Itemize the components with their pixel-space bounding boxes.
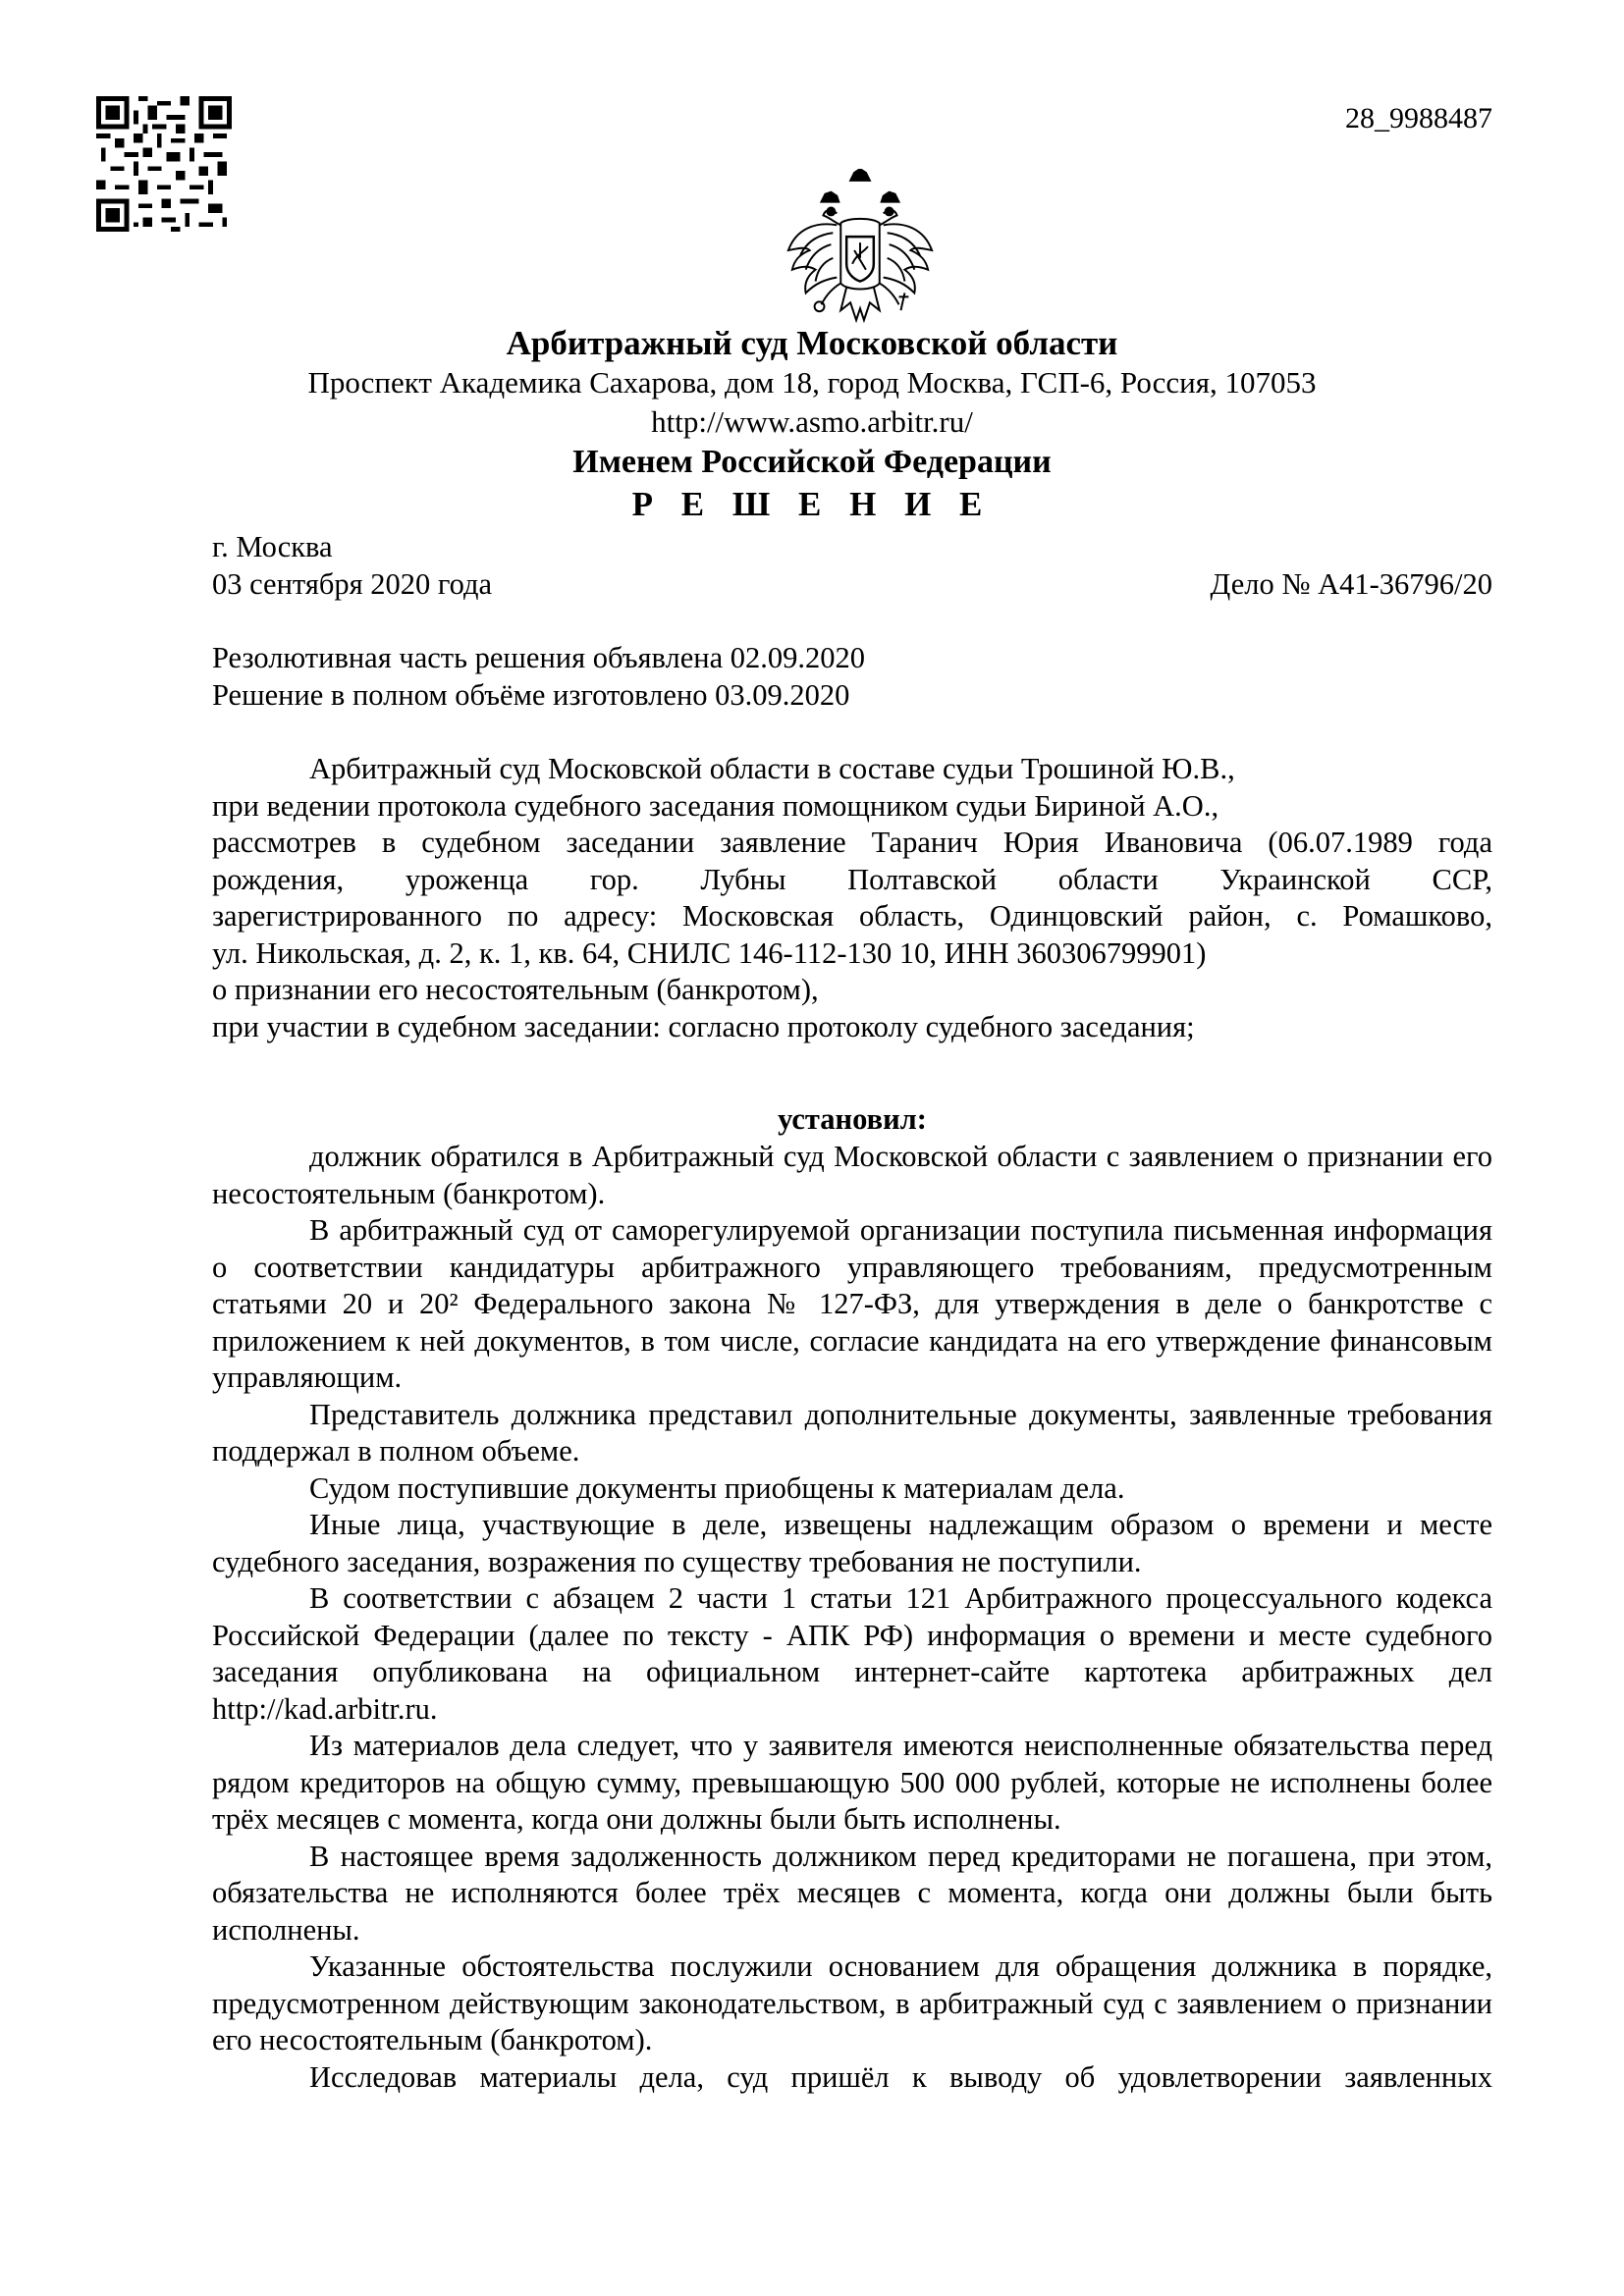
established-heading: установил: xyxy=(778,1102,927,1136)
decision-body xyxy=(212,1139,1492,2096)
decision-date: 03 сентября 2020 года xyxy=(212,566,493,601)
full-text-date: Решение в полном объёме изготовлено 03.09.2020 xyxy=(212,677,850,712)
intro-line: при ведении протокола судебного заседания помощником судьи Бириной А.О., xyxy=(212,788,1219,823)
body-paragraph: Иные лица, участвующие в деле, извещены надлежащим образом о времени и месте судебного заседания, возражения по существу требования не поступили. xyxy=(212,1508,1492,1578)
date-case-row xyxy=(212,566,1492,604)
body-paragraph: В соответствии с абзацем 2 части 1 статьи 121 Арбитражного процессуального кодекса Российской Федерации (далее по тексту - АПК РФ) информация о времени и месте судебного заседания опубликована на официальном интернет-сайте картотека арбитражных дел http://kad.arbitr.ru. xyxy=(212,1581,1492,1726)
body-paragraph: Указанные обстоятельства послужили основанием для обращения должника в порядке, предусмотренном действующим законодательством, в арбитражный суд с заявлением о признании его несостоятельным (банкротом). xyxy=(212,1949,1492,2056)
intro-line: рождения, уроженца гор. Лубны Полтавской области Украинской ССР, xyxy=(212,862,1492,896)
body-paragraph: Из материалов дела следует, что у заявителя имеются неисполненные обязательства перед рядом кредиторов на общую сумму, превышающую 500 000 рублей, которые не исполнены более трёх месяцев с момента, когда они должны были быть исполнены. xyxy=(212,1729,1492,1836)
operative-part-date: Резолютивная часть решения объявлена 02.09.2020 xyxy=(212,641,866,674)
body-paragraph: Исследовав материалы дела, суд пришёл к выводу об удовлетворении заявленных xyxy=(309,2059,1492,2094)
intro-line: Арбитражный суд Московской области в составе судьи Трошиной Ю.В., xyxy=(309,752,1235,785)
case-number: Дело № А41-36796/20 xyxy=(1210,566,1492,601)
city: г. Москва xyxy=(212,530,333,563)
court-address: Проспект Академика Сахарова, дом 18, город Москва, ГСП-6, Россия, 107053 xyxy=(307,365,1317,400)
intro-line: зарегистрированного по адресу: Московская область, Одинцовский район, с. Ромашково, xyxy=(212,899,1492,933)
place-date-block xyxy=(212,529,1492,603)
body-paragraph: В арбитражный суд от саморегулируемой организации поступила письменная информация о соответствии кандидатуры арбитражного управляющего требованиям, предусмотренным статьями 20 и 20² Федерального закона № 127-ФЗ, для утверждения в деле о банкротстве с приложением к ней документов, в том числе, согласие кандидата на его утверждение финансовым управляющим. xyxy=(212,1213,1492,1394)
qr-code-icon xyxy=(96,96,232,232)
intro-line: при участии в судебном заседании: согласно протоколу судебного заседания; xyxy=(212,1009,1195,1043)
in-name-of-federation: Именем Российской Федерации xyxy=(572,444,1052,480)
intro-block xyxy=(212,751,1492,1045)
document-title: Р Е Ш Е Н И Е xyxy=(631,485,993,523)
intro-line: рассмотрев в судебном заседании заявление Таранич Юрия Ивановича (06.07.1989 года xyxy=(212,826,1492,859)
court-name: Арбитражный суд Московской области xyxy=(506,324,1118,362)
body-paragraph: Судом поступившие документы приобщены к материалам дела. xyxy=(309,1470,1125,1505)
body-paragraph: Представитель должника представил дополнительные документы, заявленные требования поддержал в полном объеме. xyxy=(212,1397,1492,1468)
body-paragraph: должник обратился в Арбитражный суд Московской области с заявлением о признании его несостоятельным (банкротом). xyxy=(212,1140,1492,1210)
body-paragraph: В настоящее время задолженность должником перед кредиторами не погашена, при этом, обязательства не исполняются более трёх месяцев с момента, когда они должны были быть исполнены. xyxy=(212,1839,1492,1947)
coat-of-arms-icon xyxy=(783,169,938,330)
document-id: 28_9988487 xyxy=(1345,102,1492,134)
intro-line: о признании его несостоятельным (банкротом), xyxy=(212,973,819,1006)
court-website-link[interactable]: http://www.asmo.arbitr.ru/ xyxy=(651,404,973,439)
intro-line: ул. Никольская, д. 2, к. 1, кв. 64, СНИЛС 146-112-130 10, ИНН 360306799901) xyxy=(212,935,1207,970)
decision-dates-block xyxy=(212,640,1492,714)
